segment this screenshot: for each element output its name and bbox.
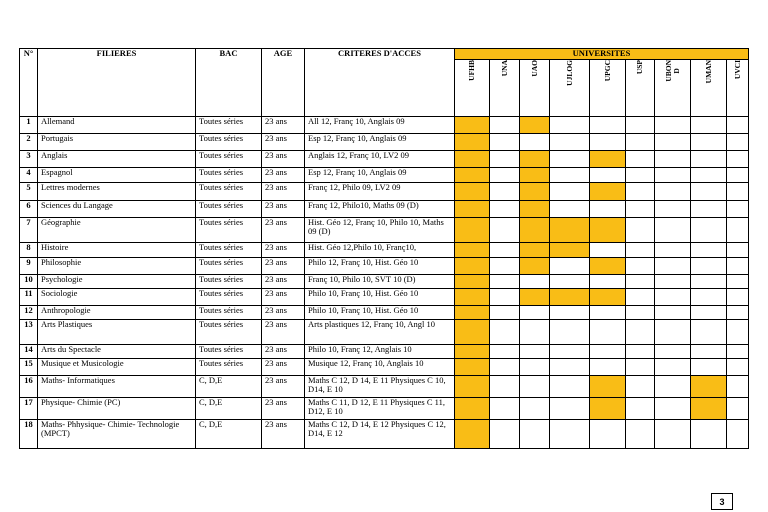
university-cell: [727, 345, 749, 359]
criteres-cell: Maths C 12, D 14, E 11 Physiques C 10, D14, E 10: [305, 376, 455, 398]
university-cell-offered: [590, 151, 626, 168]
header-university: [520, 60, 550, 117]
university-cell: [490, 376, 520, 398]
age-cell: 23 ans: [262, 183, 305, 201]
criteres-cell: Maths C 12, D 14, E 12 Physiques C 12, D14, E 12: [305, 420, 455, 449]
university-cell: [626, 275, 655, 289]
university-cell: [626, 258, 655, 275]
age-cell: 23 ans: [262, 218, 305, 243]
row-number: 1: [20, 117, 38, 134]
university-cell-offered: [520, 183, 550, 201]
university-cell: [590, 117, 626, 134]
criteres-cell: Anglais 12, Franç 10, LV2 09: [305, 151, 455, 168]
table-row: [20, 243, 749, 258]
university-cell: [550, 151, 590, 168]
header-university: [691, 60, 727, 117]
university-cell: [626, 243, 655, 258]
university-cell: [626, 168, 655, 183]
university-label: UJLOG: [564, 60, 574, 86]
university-cell: [550, 258, 590, 275]
table-row: [20, 359, 749, 376]
header-bac: BAC: [196, 49, 262, 117]
university-label: UPGC: [602, 60, 612, 82]
university-cell: [691, 243, 727, 258]
table-row: [20, 134, 749, 151]
table-row: [20, 320, 749, 345]
table-row: [20, 398, 749, 420]
university-cell: [727, 218, 749, 243]
age-cell: 23 ans: [262, 243, 305, 258]
university-cell: [691, 117, 727, 134]
university-cell-offered: [590, 376, 626, 398]
university-cell: [691, 134, 727, 151]
university-cell: [550, 320, 590, 345]
university-cell: [655, 289, 691, 306]
university-cell-offered: [550, 289, 590, 306]
filiere-cell: Sociologie: [38, 289, 196, 306]
row-number: 15: [20, 359, 38, 376]
row-number: 18: [20, 420, 38, 449]
university-cell: [655, 398, 691, 420]
criteres-cell: Franç 12, Philo 09, LV2 09: [305, 183, 455, 201]
row-number: 16: [20, 376, 38, 398]
university-cell: [490, 201, 520, 218]
table-row: [20, 151, 749, 168]
university-cell: [626, 134, 655, 151]
university-cell: [520, 275, 550, 289]
bac-cell: C, D,E: [196, 376, 262, 398]
filiere-cell: Anthropologie: [38, 306, 196, 320]
row-number: 17: [20, 398, 38, 420]
criteres-cell: Esp 12, Franç 10, Anglais 09: [305, 168, 455, 183]
university-cell: [655, 376, 691, 398]
university-cell: [727, 117, 749, 134]
university-cell-offered: [455, 258, 490, 275]
header-university: [727, 60, 749, 117]
filiere-cell: Physique- Chimie (PC): [38, 398, 196, 420]
header-universites: UNIVERSITES: [455, 49, 749, 60]
university-cell-offered: [691, 398, 727, 420]
university-cell: [655, 218, 691, 243]
university-cell: [550, 201, 590, 218]
bac-cell: C, D,E: [196, 420, 262, 449]
university-cell-offered: [455, 376, 490, 398]
filiere-cell: Histoire: [38, 243, 196, 258]
age-cell: 23 ans: [262, 201, 305, 218]
criteres-cell: Philo 10, Franç 12, Anglais 10: [305, 345, 455, 359]
university-cell: [590, 306, 626, 320]
filiere-cell: Musique et Musicologie: [38, 359, 196, 376]
age-cell: 23 ans: [262, 117, 305, 134]
university-cell: [727, 183, 749, 201]
university-cell: [490, 289, 520, 306]
university-cell: [490, 218, 520, 243]
criteres-cell: Philo 10, Franç 10, Hist. Géo 10: [305, 289, 455, 306]
university-cell: [590, 168, 626, 183]
row-number: 6: [20, 201, 38, 218]
university-cell: [520, 420, 550, 449]
university-cell: [655, 117, 691, 134]
university-cell: [490, 117, 520, 134]
table-row: [20, 376, 749, 398]
university-cell: [727, 258, 749, 275]
university-label: UNA: [499, 60, 509, 77]
criteres-cell: Maths C 11, D 12, E 11 Physiques C 11, D12, E 10: [305, 398, 455, 420]
university-cell: [626, 117, 655, 134]
age-cell: 23 ans: [262, 420, 305, 449]
university-cell: [655, 151, 691, 168]
university-cell: [590, 420, 626, 449]
university-cell: [626, 359, 655, 376]
university-cell: [490, 306, 520, 320]
filiere-cell: Espagnol: [38, 168, 196, 183]
university-cell-offered: [455, 117, 490, 134]
university-cell-offered: [691, 376, 727, 398]
university-cell: [691, 218, 727, 243]
university-cell: [727, 168, 749, 183]
university-cell: [550, 345, 590, 359]
filiere-cell: Portugais: [38, 134, 196, 151]
university-cell: [550, 420, 590, 449]
university-label: UBON D: [663, 60, 681, 82]
university-cell: [655, 345, 691, 359]
university-cell: [655, 201, 691, 218]
university-cell-offered: [520, 117, 550, 134]
table-row: [20, 117, 749, 134]
university-cell: [550, 134, 590, 151]
header-criteres: CRITERES D'ACCES: [305, 49, 455, 117]
university-cell: [691, 306, 727, 320]
university-cell-offered: [455, 289, 490, 306]
filiere-cell: Arts Plastiques: [38, 320, 196, 345]
university-cell: [626, 201, 655, 218]
university-cell-offered: [455, 420, 490, 449]
university-cell-offered: [520, 218, 550, 243]
university-cell: [550, 183, 590, 201]
row-number: 4: [20, 168, 38, 183]
university-cell: [590, 320, 626, 345]
university-cell: [490, 398, 520, 420]
bac-cell: Toutes séries: [196, 134, 262, 151]
age-cell: 23 ans: [262, 320, 305, 345]
university-cell: [490, 168, 520, 183]
row-number: 7: [20, 218, 38, 243]
row-number: 2: [20, 134, 38, 151]
age-cell: 23 ans: [262, 306, 305, 320]
row-number: 9: [20, 258, 38, 275]
university-cell-offered: [455, 243, 490, 258]
row-number: 3: [20, 151, 38, 168]
university-cell: [691, 359, 727, 376]
university-cell-offered: [455, 168, 490, 183]
university-cell: [550, 359, 590, 376]
filiere-cell: Philosophie: [38, 258, 196, 275]
university-cell: [590, 134, 626, 151]
table-row: [20, 275, 749, 289]
criteres-cell: Franç 10, Philo 10, SVT 10 (D): [305, 275, 455, 289]
header-university: [490, 60, 520, 117]
header-university: [455, 60, 490, 117]
bac-cell: Toutes séries: [196, 289, 262, 306]
row-number: 10: [20, 275, 38, 289]
filiere-cell: Arts du Spectacle: [38, 345, 196, 359]
filiere-cell: Maths- Informatiques: [38, 376, 196, 398]
university-cell: [626, 420, 655, 449]
university-cell-offered: [455, 275, 490, 289]
header-filieres: FILIERES: [38, 49, 196, 117]
university-cell: [626, 289, 655, 306]
university-cell: [727, 243, 749, 258]
university-cell-offered: [455, 183, 490, 201]
criteres-cell: Franç 12, Philo10, Maths 09 (D): [305, 201, 455, 218]
university-cell-offered: [455, 151, 490, 168]
university-cell: [590, 243, 626, 258]
university-cell: [490, 183, 520, 201]
bac-cell: Toutes séries: [196, 183, 262, 201]
bac-cell: Toutes séries: [196, 243, 262, 258]
filiere-cell: Sciences du Langage: [38, 201, 196, 218]
filiere-cell: Anglais: [38, 151, 196, 168]
table-row: [20, 183, 749, 201]
bac-cell: Toutes séries: [196, 306, 262, 320]
age-cell: 23 ans: [262, 134, 305, 151]
criteres-cell: Esp 12, Franç 10, Anglais 09: [305, 134, 455, 151]
university-cell: [655, 258, 691, 275]
university-cell: [490, 275, 520, 289]
university-cell: [727, 289, 749, 306]
criteres-cell: Philo 12, Franç 10, Hist. Géo 10: [305, 258, 455, 275]
university-cell: [626, 345, 655, 359]
university-cell: [490, 345, 520, 359]
university-label: UFHB: [467, 60, 476, 81]
age-cell: 23 ans: [262, 151, 305, 168]
university-cell: [626, 183, 655, 201]
criteres-cell: All 12, Franç 10, Anglais 09: [305, 117, 455, 134]
university-cell-offered: [520, 168, 550, 183]
criteres-cell: Philo 10, Franç 10, Hist. Géo 10: [305, 306, 455, 320]
bac-cell: Toutes séries: [196, 151, 262, 168]
filiere-cell: Maths- Phhysique- Chimie- Technologie (MPCT): [38, 420, 196, 449]
university-cell: [490, 258, 520, 275]
university-cell-offered: [590, 218, 626, 243]
age-cell: 23 ans: [262, 376, 305, 398]
university-cell-offered: [455, 201, 490, 218]
bac-cell: Toutes séries: [196, 275, 262, 289]
university-label: UMAN: [703, 60, 713, 84]
age-cell: 23 ans: [262, 258, 305, 275]
university-cell: [655, 134, 691, 151]
university-label: UAO: [529, 60, 539, 77]
university-cell: [590, 275, 626, 289]
university-cell-offered: [455, 306, 490, 320]
university-cell: [727, 275, 749, 289]
university-cell: [655, 320, 691, 345]
university-cell: [727, 376, 749, 398]
university-cell: [655, 420, 691, 449]
bac-cell: Toutes séries: [196, 359, 262, 376]
university-cell: [655, 275, 691, 289]
university-cell: [727, 398, 749, 420]
bac-cell: Toutes séries: [196, 117, 262, 134]
university-cell: [655, 183, 691, 201]
criteres-cell: Musique 12, Franç 10, Anglais 10: [305, 359, 455, 376]
age-cell: 23 ans: [262, 275, 305, 289]
university-cell: [550, 275, 590, 289]
table-row: [20, 168, 749, 183]
age-cell: 23 ans: [262, 289, 305, 306]
university-cell: [490, 134, 520, 151]
criteres-cell: Hist. Géo 12, Franç 10, Philo 10, Maths 09 (D): [305, 218, 455, 243]
university-cell-offered: [520, 258, 550, 275]
university-cell: [490, 151, 520, 168]
university-cell: [655, 168, 691, 183]
page-number: 3: [711, 493, 733, 510]
university-cell-offered: [590, 289, 626, 306]
university-cell: [691, 420, 727, 449]
bac-cell: Toutes séries: [196, 258, 262, 275]
university-cell-offered: [455, 320, 490, 345]
table-row: [20, 201, 749, 218]
university-cell: [626, 306, 655, 320]
university-cell: [691, 201, 727, 218]
university-cell: [550, 376, 590, 398]
filiere-cell: Allemand: [38, 117, 196, 134]
university-cell: [490, 420, 520, 449]
university-cell: [520, 398, 550, 420]
university-cell: [655, 306, 691, 320]
table-row: [20, 420, 749, 449]
university-cell: [655, 243, 691, 258]
university-cell: [550, 168, 590, 183]
university-cell: [626, 218, 655, 243]
university-cell-offered: [520, 243, 550, 258]
row-number: 8: [20, 243, 38, 258]
university-cell: [626, 320, 655, 345]
university-cell: [520, 320, 550, 345]
filiere-cell: Psychologie: [38, 275, 196, 289]
bac-cell: Toutes séries: [196, 320, 262, 345]
university-cell: [691, 275, 727, 289]
university-cell: [520, 134, 550, 151]
university-cell-offered: [520, 201, 550, 218]
table-row: [20, 258, 749, 275]
university-cell: [520, 306, 550, 320]
university-cell-offered: [550, 243, 590, 258]
university-cell: [550, 398, 590, 420]
bac-cell: C, D,E: [196, 398, 262, 420]
university-cell: [727, 306, 749, 320]
university-cell: [550, 306, 590, 320]
university-cell-offered: [455, 218, 490, 243]
bac-cell: Toutes séries: [196, 218, 262, 243]
header-age: AGE: [262, 49, 305, 117]
university-cell: [490, 243, 520, 258]
header-university: [655, 60, 691, 117]
table-row: [20, 289, 749, 306]
university-label: UVCI: [732, 60, 742, 80]
university-cell: [626, 398, 655, 420]
table-row: [20, 218, 749, 243]
university-cell: [691, 345, 727, 359]
row-number: 14: [20, 345, 38, 359]
university-cell: [727, 134, 749, 151]
university-cell-offered: [455, 398, 490, 420]
header-university: [590, 60, 626, 117]
age-cell: 23 ans: [262, 345, 305, 359]
criteres-cell: Arts plastiques 12, Franç 10, Angl 10: [305, 320, 455, 345]
university-label: USP: [635, 60, 644, 75]
university-cell-offered: [455, 345, 490, 359]
university-cell: [590, 359, 626, 376]
university-cell: [590, 201, 626, 218]
university-cell: [626, 376, 655, 398]
university-cell: [727, 201, 749, 218]
university-cell-offered: [590, 183, 626, 201]
filiere-cell: Géographie: [38, 218, 196, 243]
university-cell-offered: [520, 151, 550, 168]
university-cell-offered: [520, 289, 550, 306]
university-cell: [727, 320, 749, 345]
university-cell: [590, 345, 626, 359]
university-cell: [520, 359, 550, 376]
university-cell: [727, 359, 749, 376]
age-cell: 23 ans: [262, 359, 305, 376]
university-cell: [550, 117, 590, 134]
university-cell: [691, 320, 727, 345]
university-cell-offered: [550, 218, 590, 243]
table-row: [20, 345, 749, 359]
university-cell: [691, 168, 727, 183]
university-cell: [490, 359, 520, 376]
header-num: N°: [20, 49, 38, 117]
university-cell: [691, 258, 727, 275]
bac-cell: Toutes séries: [196, 168, 262, 183]
university-cell: [520, 376, 550, 398]
university-cell: [520, 345, 550, 359]
university-cell: [691, 151, 727, 168]
age-cell: 23 ans: [262, 168, 305, 183]
row-number: 11: [20, 289, 38, 306]
age-cell: 23 ans: [262, 398, 305, 420]
university-cell-offered: [590, 398, 626, 420]
university-cell-offered: [455, 134, 490, 151]
university-cell: [691, 183, 727, 201]
university-cell: [626, 151, 655, 168]
row-number: 13: [20, 320, 38, 345]
university-cell-offered: [590, 258, 626, 275]
university-cell-offered: [455, 359, 490, 376]
bac-cell: Toutes séries: [196, 201, 262, 218]
universities-table: [19, 48, 749, 449]
bac-cell: Toutes séries: [196, 345, 262, 359]
header-university: [626, 60, 655, 117]
row-number: 5: [20, 183, 38, 201]
filiere-cell: Lettres modernes: [38, 183, 196, 201]
university-cell: [691, 289, 727, 306]
university-cell: [490, 320, 520, 345]
university-cell: [727, 151, 749, 168]
row-number: 12: [20, 306, 38, 320]
header-university: [550, 60, 590, 117]
criteres-cell: Hist. Géo 12,Philo 10, Franç10,: [305, 243, 455, 258]
university-cell: [727, 420, 749, 449]
table-row: [20, 306, 749, 320]
university-cell: [655, 359, 691, 376]
